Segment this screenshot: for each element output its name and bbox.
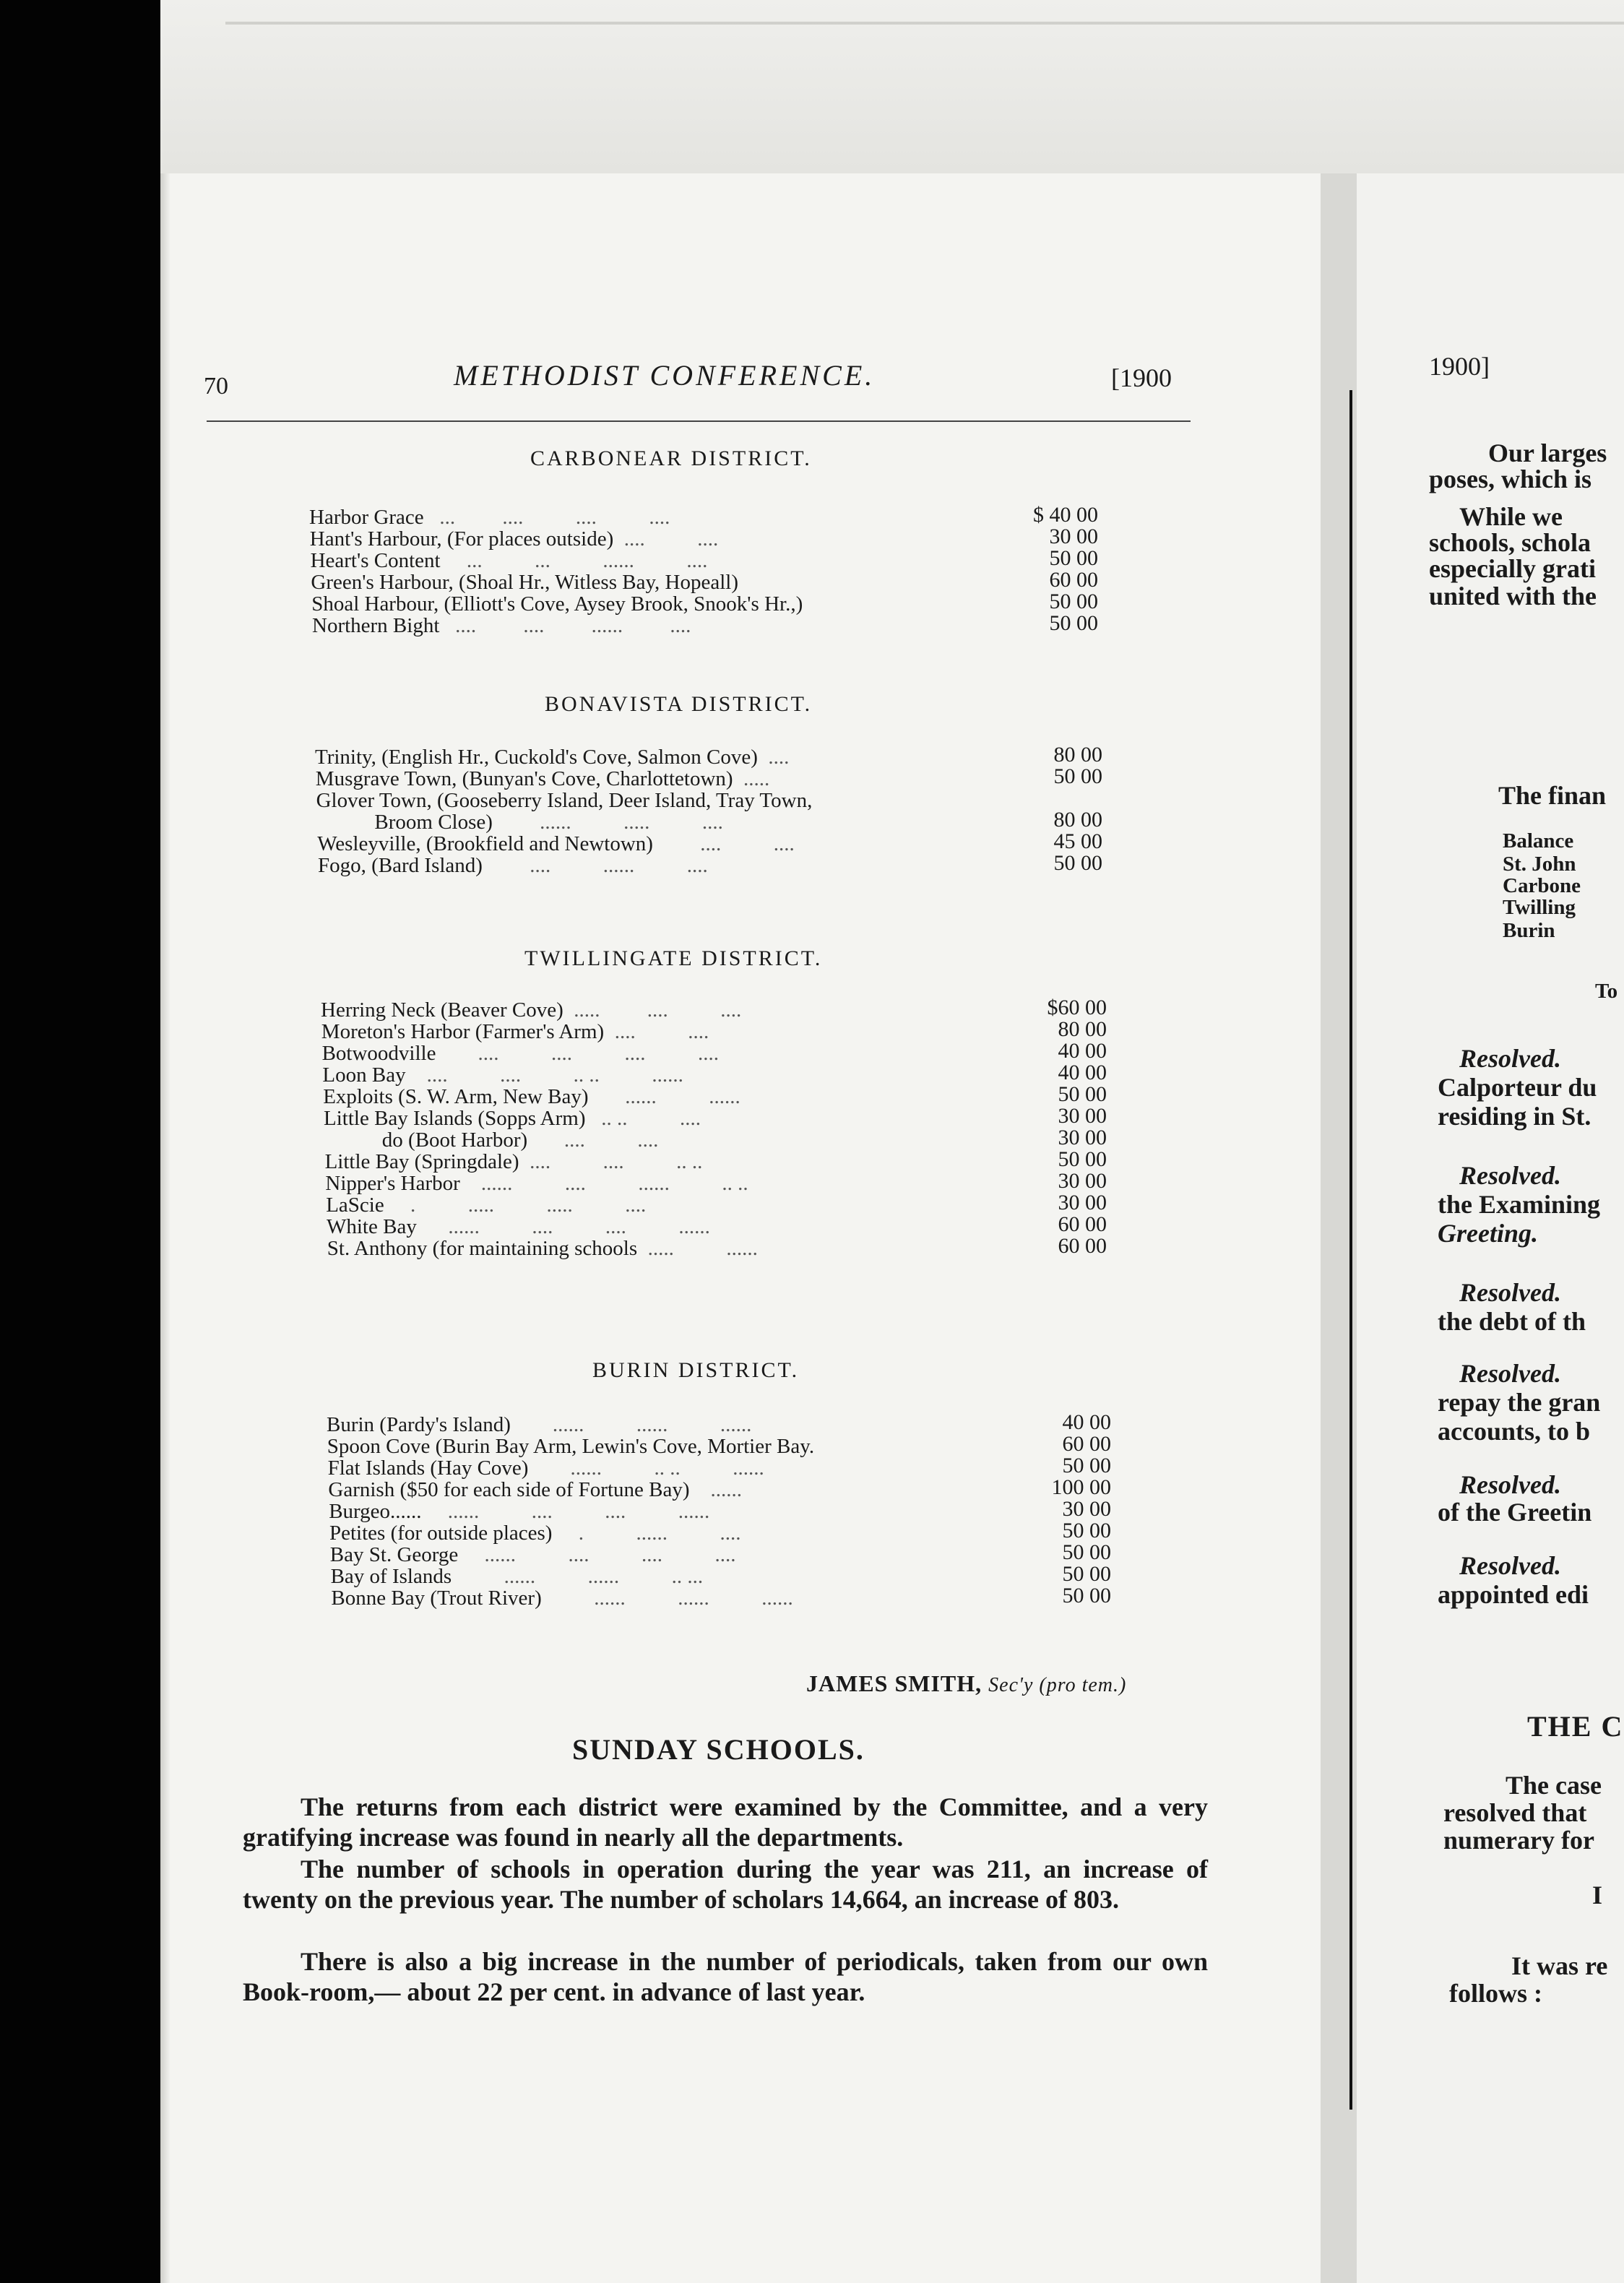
entry-place: Fogo, (Bard Island) xyxy=(318,854,483,877)
entry-place: Petites (for outside places) xyxy=(329,1522,553,1545)
entry-leader: .... .... .. .. xyxy=(519,1150,703,1173)
right-page-fragment: especially grati xyxy=(1429,554,1596,583)
entry-place: Garnish ($50 for each side of Fortune Bay) xyxy=(328,1478,690,1501)
right-page-fragment: Balance xyxy=(1503,829,1574,853)
right-page-fragment: The case xyxy=(1506,1771,1602,1800)
right-page-fragment: Resolved. xyxy=(1459,1359,1561,1388)
paragraph-2: The number of schools in operation during the year was 211, an increase of twenty on the previous year. The number of scholars 14,664, an increase of 803. xyxy=(243,1855,1208,1914)
entry-amount: 40 00 xyxy=(1062,1410,1111,1434)
entry-amount: $60 00 xyxy=(1047,996,1107,1019)
entry-leader: ...... .... .... ...... xyxy=(421,1500,710,1523)
entry-amount: 60 00 xyxy=(1058,1234,1107,1258)
entry-leader: ..... ...... xyxy=(637,1237,758,1260)
entry-amount: 30 00 xyxy=(1058,1191,1107,1214)
entry-leader: ...... .. .. ...... xyxy=(528,1456,764,1480)
right-page-fragment: Resolved. xyxy=(1459,1470,1561,1499)
entry-leader: ...... ...... ...... xyxy=(510,1413,752,1436)
entry-leader: ...... .... .... .... xyxy=(458,1543,736,1566)
entry-leader: ...... ..... .... xyxy=(492,811,723,834)
entry-place: Bay of Islands xyxy=(330,1565,452,1588)
entry-leader: ...... ...... .. ... xyxy=(452,1565,704,1588)
entry-amount: 50 00 xyxy=(1062,1540,1111,1564)
top-margin xyxy=(160,0,1624,173)
entry-amount: 30 00 xyxy=(1058,1169,1107,1193)
paragraph-1: The returns from each district were examined by the Committee, and a very gratifying increase was found in nearly all the departments. xyxy=(243,1792,1208,1852)
entry-place: Spoon Cove (Burin Bay Arm, Lewin's Cove, Mortier Bay. xyxy=(327,1435,815,1458)
entry-leader: .... .... ...... .... xyxy=(439,614,691,637)
entry-leader: ...... xyxy=(689,1478,742,1501)
right-page-fragment: I xyxy=(1592,1881,1603,1909)
entry-leader: .... .... .. .. ...... xyxy=(405,1063,683,1087)
entry-place: do (Boot Harbor) xyxy=(381,1128,528,1152)
entry-place: Burgeo...... xyxy=(329,1500,422,1523)
entry-leader: .... xyxy=(757,746,790,769)
entry-leader: ...... ...... xyxy=(588,1085,740,1108)
entry-place: Loon Bay xyxy=(322,1063,406,1087)
entry-amount: 80 00 xyxy=(1053,743,1102,767)
right-page-fragment: follows : xyxy=(1449,1979,1542,2008)
entry-amount: 60 00 xyxy=(1058,1212,1107,1236)
entry-leader: ... .... .... .... xyxy=(423,506,675,529)
district-heading: CARBONEAR DISTRICT. xyxy=(530,446,812,470)
paragraph-3: There is also a big increase in the number of periodicals, taken from our own Book-room,— about 22 per cent. in advance of last year. xyxy=(243,1947,1208,2006)
entry-leader: .... .... xyxy=(527,1128,659,1152)
entry-amount: 60 00 xyxy=(1049,568,1098,592)
entry-leader: ..... .... .... xyxy=(563,998,742,1022)
right-page-fragment: THE C xyxy=(1527,1710,1624,1743)
signature-title: Sec'y (pro tem.) xyxy=(988,1674,1127,1696)
page-number: 70 xyxy=(204,373,228,400)
entry-place: Northern Bight xyxy=(312,614,440,637)
right-page-fragment: Carbone xyxy=(1503,874,1581,897)
entry-place: Moreton's Harbor (Farmer's Arm) xyxy=(321,1020,605,1043)
right-page-fragment: residing in St. xyxy=(1438,1102,1591,1131)
entry-place: Trinity, (English Hr., Cuckold's Cove, Salmon Cove) xyxy=(315,746,758,769)
right-page-fragment: Resolved. xyxy=(1459,1551,1561,1580)
entry-leader: ...... ...... ...... xyxy=(541,1587,793,1610)
entry-amount: 30 00 xyxy=(1058,1104,1107,1128)
header-year: [1900 xyxy=(1111,363,1172,392)
running-title: METHODIST CONFERENCE. xyxy=(454,359,876,392)
right-header-year: 1900] xyxy=(1429,352,1490,381)
right-page-fragment: of the Greetin xyxy=(1438,1498,1592,1527)
signature-name: JAMES SMITH, xyxy=(806,1670,982,1696)
district-heading: BURIN DISTRICT. xyxy=(592,1358,800,1382)
right-page-fragment: Our larges xyxy=(1488,439,1607,467)
right-page-fragment: the debt of th xyxy=(1438,1307,1586,1336)
entry-leader: .... .... xyxy=(613,527,719,551)
section-title: SUNDAY SCHOOLS. xyxy=(572,1733,865,1766)
district-heading: TWILLINGATE DISTRICT. xyxy=(524,946,823,970)
entry-amount: 50 00 xyxy=(1062,1584,1111,1607)
entry-amount: 100 00 xyxy=(1051,1475,1111,1499)
entry-amount: 45 00 xyxy=(1053,829,1102,853)
right-page-fragment: While we xyxy=(1459,502,1563,531)
entry-amount: 40 00 xyxy=(1058,1039,1107,1063)
entry-place: St. Anthony (for maintaining schools xyxy=(327,1237,638,1260)
entry-amount: 50 00 xyxy=(1053,851,1102,875)
right-page-fragment: It was re xyxy=(1511,1951,1608,1980)
entry-leader: ...... .... ...... .. .. xyxy=(459,1172,748,1195)
entry-place: Little Bay (Springdale) xyxy=(324,1150,519,1173)
entry-leader: ..... xyxy=(733,767,770,790)
right-page-fragment: Burin xyxy=(1503,919,1555,942)
entry-amount: 30 00 xyxy=(1062,1497,1111,1521)
entry-amount: 80 00 xyxy=(1058,1017,1107,1041)
entry-place: Herring Neck (Beaver Cove) xyxy=(321,998,563,1022)
entry-amount: 60 00 xyxy=(1062,1432,1111,1456)
fund-entry xyxy=(331,1585,792,1611)
right-page-fragment: repay the gran xyxy=(1438,1388,1601,1417)
entry-place: Bay St. George xyxy=(329,1543,459,1566)
right-page-fragment: poses, which is xyxy=(1429,465,1592,493)
entry-place: Bonne Bay (Trout River) xyxy=(331,1587,542,1610)
entry-place: Hant's Harbour, (For places outside) xyxy=(309,527,614,551)
fund-entry xyxy=(318,853,708,879)
entry-place: LaScie xyxy=(326,1194,384,1217)
entry-leader: .. .. .... xyxy=(585,1107,701,1130)
entry-amount: 50 00 xyxy=(1062,1562,1111,1586)
right-page-fragment: the Examining xyxy=(1438,1190,1601,1219)
right-page-fragment: St. John xyxy=(1503,853,1576,876)
right-page-fragment: The finan xyxy=(1498,781,1607,810)
entry-place: Botwoodville xyxy=(321,1042,436,1065)
entry-amount: 80 00 xyxy=(1053,808,1102,832)
entry-place: Shoal Harbour, (Elliott's Cove, Aysey Brook, Snook's Hr.,) xyxy=(311,592,803,616)
entry-amount: 50 00 xyxy=(1049,546,1098,570)
entry-amount: 50 00 xyxy=(1058,1082,1107,1106)
column-rule xyxy=(1349,390,1352,2110)
entry-leader: .... .... .... .... xyxy=(436,1042,719,1065)
entry-place: Nipper's Harbor xyxy=(325,1172,460,1195)
entry-place: Little Bay Islands (Sopps Arm) xyxy=(324,1107,586,1130)
entry-amount: 50 00 xyxy=(1049,611,1098,635)
right-page-fragment: accounts, to b xyxy=(1438,1417,1591,1446)
header-rule xyxy=(207,420,1191,422)
right-page-fragment: Twilling xyxy=(1503,896,1576,919)
entry-leader: .... ...... .... xyxy=(482,854,708,877)
right-page-fragment: appointed edi xyxy=(1438,1580,1589,1609)
entry-place: Flat Islands (Hay Cove) xyxy=(327,1456,529,1480)
entry-amount: 50 00 xyxy=(1062,1519,1111,1542)
entry-amount: 30 00 xyxy=(1058,1126,1107,1149)
signature xyxy=(806,1670,1126,1697)
entry-place: Heart's Content xyxy=(310,549,441,572)
entry-amount: 40 00 xyxy=(1058,1061,1107,1084)
entry-amount: 50 00 xyxy=(1053,764,1102,788)
entry-leader: ... ... ...... .... xyxy=(440,549,708,572)
entry-place: Green's Harbour, (Shoal Hr., Witless Bay, Hopeall) xyxy=(311,571,739,594)
right-page-fragment: Greeting. xyxy=(1438,1219,1538,1248)
entry-amount: 50 00 xyxy=(1058,1147,1107,1171)
right-page-fragment: To xyxy=(1595,980,1618,1003)
entry-leader: . ...... .... xyxy=(552,1522,741,1545)
entry-amount: 30 00 xyxy=(1049,525,1098,548)
right-page-fragment: numerary for xyxy=(1443,1826,1594,1855)
entry-amount: 50 00 xyxy=(1049,590,1098,613)
fund-entry xyxy=(312,613,691,639)
right-page-fragment: schools, schola xyxy=(1429,528,1591,557)
right-page-fragment: united with the xyxy=(1429,582,1597,610)
entry-place: White Bay xyxy=(327,1215,417,1238)
entry-place: Wesleyville, (Brookfield and Newtown) xyxy=(317,832,653,855)
right-page-fragment: Resolved. xyxy=(1459,1161,1561,1190)
entry-place: Harbor Grace xyxy=(309,506,424,529)
right-page-fragment: Resolved. xyxy=(1459,1278,1561,1307)
entry-leader: . ..... ..... .... xyxy=(384,1194,647,1217)
entry-leader: .... .... xyxy=(604,1020,709,1043)
entry-place: Glover Town, (Gooseberry Island, Deer Island, Tray Town, xyxy=(316,789,813,812)
entry-leader: .... .... xyxy=(652,832,795,855)
entry-place: Burin (Pardy's Island) xyxy=(327,1413,511,1436)
entry-place: Broom Close) xyxy=(374,811,493,834)
entry-place: Musgrave Town, (Bunyan's Cove, Charlottetown) xyxy=(315,767,733,790)
entry-place: Exploits (S. W. Arm, New Bay) xyxy=(323,1085,589,1108)
fund-entry xyxy=(327,1235,758,1261)
entry-amount: 50 00 xyxy=(1062,1454,1111,1477)
entry-amount: $ 40 00 xyxy=(1033,503,1098,527)
right-page-fragment: Calporteur du xyxy=(1438,1073,1597,1102)
entry-leader: ...... .... .... ...... xyxy=(416,1215,710,1238)
right-page-fragment: resolved that xyxy=(1443,1798,1587,1827)
right-page-fragment: Resolved. xyxy=(1459,1044,1561,1073)
district-heading: BONAVISTA DISTRICT. xyxy=(545,692,813,716)
